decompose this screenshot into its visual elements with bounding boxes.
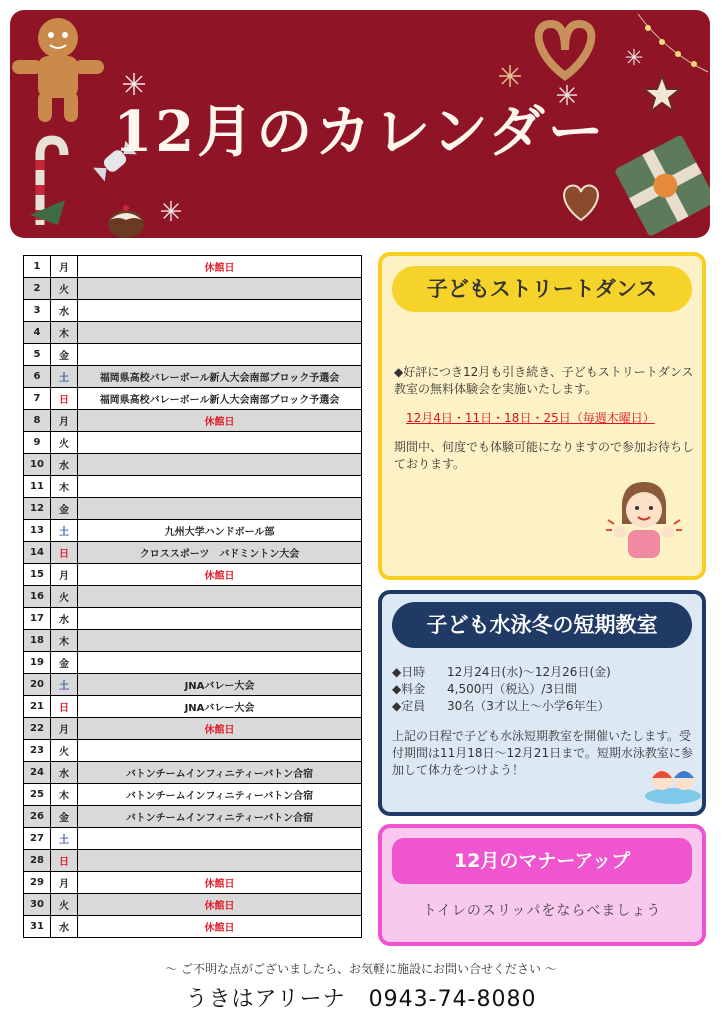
calendar-day: 7 [24,388,51,410]
calendar-event: 休館日 [78,564,362,586]
calendar-weekday: 月 [51,564,78,586]
calendar-day: 27 [24,828,51,850]
manner-up-title: 12月のマナーアップ [392,838,692,884]
calendar-row [24,366,362,388]
calendar-event: JNAバレー大会 [78,674,362,696]
calendar-body [24,256,362,938]
calendar-day: 30 [24,894,51,916]
calendar-event [78,850,362,872]
calendar-weekday: 火 [51,740,78,762]
calendar-day: 16 [24,586,51,608]
calendar-row [24,872,362,894]
calendar-weekday: 月 [51,410,78,432]
calendar-day: 31 [24,916,51,938]
street-dance-text: ◆好評につき12月も引き続き、子どもストリートダンス教室の無料体験会を実施いたします。 [394,365,694,396]
calendar-row [24,674,362,696]
calendar-row [24,388,362,410]
calendar-row [24,520,362,542]
calendar-weekday: 火 [51,432,78,454]
footer-contact: うきはアリーナ 0943-74-8080 [185,987,537,1012]
calendar-row [24,278,362,300]
calendar-row [24,432,362,454]
calendar-event: バトンチームインフィニティーバトン合宿 [78,762,362,784]
calendar-event [78,586,362,608]
calendar-day: 24 [24,762,51,784]
calendar-row [24,652,362,674]
calendar-event: 福岡県高校バレーボール新人大会南部ブロック予選会 [78,366,362,388]
calendar-weekday: 金 [51,652,78,674]
calendar-event [78,300,362,322]
calendar-event [78,630,362,652]
calendar-day: 8 [24,410,51,432]
calendar-weekday: 土 [51,366,78,388]
header-banner [10,10,710,238]
pudding-icon [104,198,148,238]
calendar-day: 6 [24,366,51,388]
calendar-row [24,586,362,608]
calendar-row [24,256,362,278]
calendar-event: 福岡県高校バレーボール新人大会南部ブロック予選会 [78,388,362,410]
calendar-row [24,542,362,564]
calendar-weekday: 水 [51,916,78,938]
calendar-event [78,608,362,630]
footer-note: ～ ご不明な点がございましたら、お気軽に施設にお問い合せください ～ [165,962,557,976]
calendar-weekday: 水 [51,762,78,784]
calendar-day: 5 [24,344,51,366]
calendar-event [78,344,362,366]
calendar-day: 3 [24,300,51,322]
page-title: 12月のカレンダー [113,99,607,165]
calendar-row [24,696,362,718]
calendar-weekday: 金 [51,344,78,366]
calendar-day: 15 [24,564,51,586]
calendar-day: 18 [24,630,51,652]
calendar-row [24,344,362,366]
calendar-day: 13 [24,520,51,542]
calendar-day: 20 [24,674,51,696]
calendar-day: 10 [24,454,51,476]
calendar-event: 休館日 [78,916,362,938]
calendar-day: 22 [24,718,51,740]
swim-class-description: 上記の日程で子ども水泳短期教室を開催いたします。受付期間は11月18日～12月21日まで。短期水泳教室に参加して体力をつけよう！ [392,729,693,777]
swim-info-fee: ◆料金 4,500円（税込）/3日間 [392,682,578,696]
calendar-day: 29 [24,872,51,894]
swimmers-illustration-icon [644,760,702,804]
calendar-day: 26 [24,806,51,828]
calendar-weekday: 日 [51,542,78,564]
calendar-weekday: 火 [51,894,78,916]
calendar-table [23,255,362,938]
calendar-event: JNAバレー大会 [78,696,362,718]
calendar-row [24,740,362,762]
calendar-weekday: 土 [51,674,78,696]
calendar-event: 休館日 [78,410,362,432]
calendar-row [24,454,362,476]
calendar-event [78,278,362,300]
calendar-day: 28 [24,850,51,872]
calendar-day: 2 [24,278,51,300]
calendar-day: 21 [24,696,51,718]
street-dance-section [378,252,706,580]
calendar-event [78,498,362,520]
calendar-weekday: 水 [51,608,78,630]
calendar-row [24,608,362,630]
calendar-row [24,322,362,344]
street-dance-title: 子どもストリートダンス [392,266,692,312]
manner-up-text: トイレのスリッパをならべましょう [422,903,662,919]
calendar-day: 19 [24,652,51,674]
calendar-day: 14 [24,542,51,564]
calendar-row [24,718,362,740]
calendar-weekday: 水 [51,300,78,322]
calendar-day: 17 [24,608,51,630]
calendar-day: 23 [24,740,51,762]
calendar-weekday: 月 [51,872,78,894]
calendar-row [24,784,362,806]
calendar-row [24,410,362,432]
street-dance-note: 期間中、何度でも体験可能になりますので参加お待ちしております。 [394,440,695,471]
street-dance-dates: 12月4日・11日・18日・25日（毎週木曜日） [406,411,655,425]
calendar-event: 休館日 [78,894,362,916]
calendar-weekday: 日 [51,388,78,410]
calendar-row [24,850,362,872]
calendar-weekday: 金 [51,498,78,520]
calendar-weekday: 月 [51,256,78,278]
calendar-weekday: 木 [51,476,78,498]
calendar-day: 12 [24,498,51,520]
calendar-weekday: 土 [51,520,78,542]
swim-class-info [392,664,611,715]
calendar-weekday: 水 [51,454,78,476]
calendar-row [24,476,362,498]
snowflake-icon [498,64,522,88]
calendar-row [24,498,362,520]
calendar-row [24,916,362,938]
calendar-day: 4 [24,322,51,344]
girl-illustration-icon [604,474,684,558]
calendar-weekday: 木 [51,630,78,652]
heart-cookie-icon [558,178,604,224]
calendar-event [78,454,362,476]
calendar-weekday: 火 [51,586,78,608]
calendar-event [78,322,362,344]
pretzel-icon [525,14,605,84]
calendar-event [78,432,362,454]
calendar-row [24,630,362,652]
calendar-row [24,828,362,850]
calendar-weekday: 火 [51,278,78,300]
calendar-event: バトンチームインフィニティーバトン合宿 [78,806,362,828]
calendar-weekday: 月 [51,718,78,740]
string-lights-icon [636,12,710,82]
calendar-event: クロススポーツ バドミントン大会 [78,542,362,564]
calendar-day: 1 [24,256,51,278]
calendar-event: 休館日 [78,718,362,740]
calendar-weekday: 日 [51,850,78,872]
calendar-day: 25 [24,784,51,806]
calendar-weekday: 木 [51,784,78,806]
calendar-row [24,806,362,828]
swim-info-date: ◆日時 12月24日(水)～12月26日(金) [392,665,611,679]
calendar-event [78,740,362,762]
calendar-row [24,300,362,322]
calendar-day: 9 [24,432,51,454]
swim-info-capacity: ◆定員 30名（3才以上～小学6年生） [392,699,610,713]
calendar-row [24,762,362,784]
calendar-event [78,828,362,850]
calendar-weekday: 木 [51,322,78,344]
calendar-weekday: 日 [51,696,78,718]
calendar-row [24,894,362,916]
snowflake-icon [160,200,182,222]
calendar-event [78,476,362,498]
calendar-day: 11 [24,476,51,498]
calendar-event [78,652,362,674]
calendar-event: 九州大学ハンドボール部 [78,520,362,542]
swim-class-section [378,590,706,816]
calendar-event: 休館日 [78,872,362,894]
calendar-event: 休館日 [78,256,362,278]
calendar-weekday: 金 [51,806,78,828]
calendar-weekday: 土 [51,828,78,850]
manner-up-section [378,824,706,946]
swim-class-title: 子ども水泳冬の短期教室 [392,602,692,648]
calendar-row [24,564,362,586]
calendar-event: バトンチームインフィニティーバトン合宿 [78,784,362,806]
